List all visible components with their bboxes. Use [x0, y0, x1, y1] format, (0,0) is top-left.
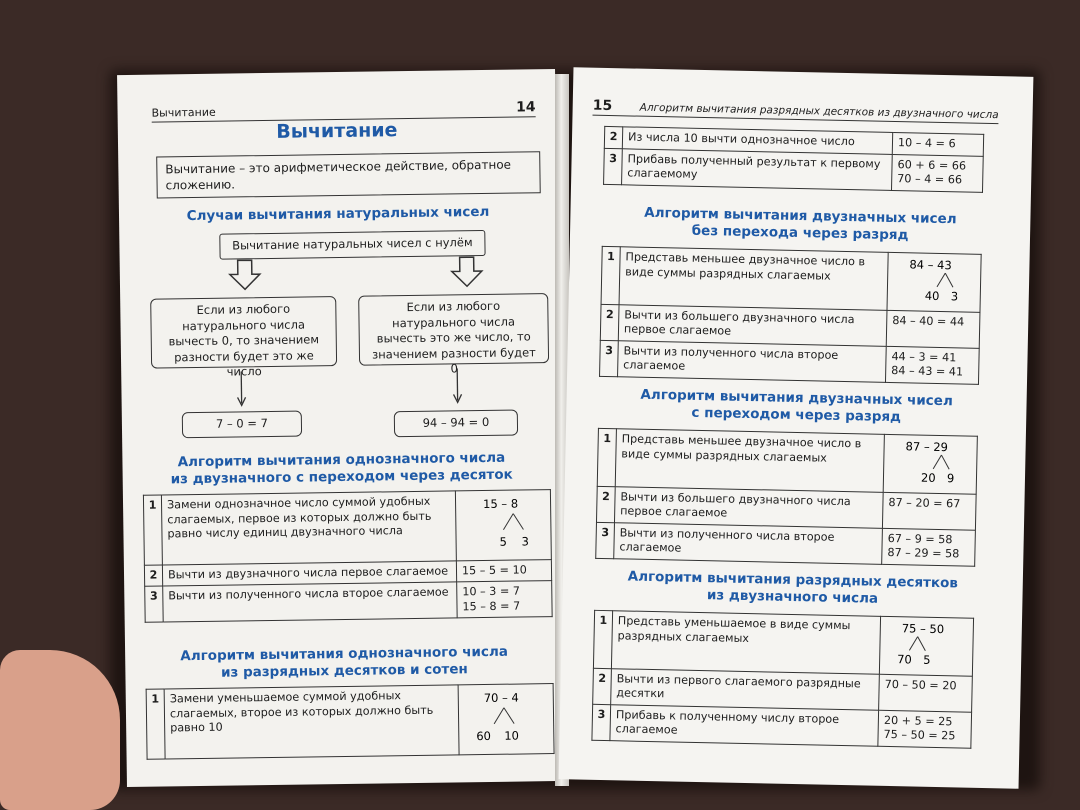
step-number: 3: [592, 704, 611, 740]
step-number: 1: [601, 246, 620, 304]
decomp-part: 70: [897, 652, 912, 667]
step-text: Вычти из двузначного числа первое слагаемое: [162, 560, 456, 586]
step-expression: 44 – 3 = 41 84 – 43 = 41: [885, 346, 979, 384]
table-row: [145, 581, 552, 623]
alg3-table: [599, 246, 982, 385]
decomp-part: 60: [476, 728, 492, 744]
decomposition-diagram: [889, 438, 972, 486]
step-text: Из числа 10 вычти однозначное число: [622, 127, 892, 154]
step-number: 2: [600, 304, 619, 340]
table-row: [146, 684, 554, 759]
decomp-part: 10: [504, 728, 520, 743]
table-row: [600, 340, 980, 384]
step-number: 2: [596, 486, 615, 522]
step-number: 1: [593, 610, 612, 668]
table-row: [593, 610, 973, 675]
step-expression: 15 – 5 = 10: [456, 559, 551, 582]
right-page: [559, 67, 1034, 788]
definition-box: Вычитание – это арифметическое действие, обратное сложению.: [156, 151, 541, 199]
down-arrow-icon: [450, 256, 484, 288]
step-text: Представь уменьшаемое в виде суммы разрядных слагаемых: [611, 611, 880, 674]
step-expression: 67 – 9 = 58 87 – 29 = 58: [882, 528, 976, 566]
running-title: Вычитание: [151, 105, 216, 120]
example-zero: 7 – 0 = 7: [182, 411, 302, 438]
step-text: Представь меньшее двузначное число в виде суммы разрядных слагаемых: [615, 429, 884, 492]
page-title: Вычитание: [276, 119, 398, 143]
step-expression: 84 – 40 = 44: [886, 310, 980, 348]
step-number: 3: [604, 148, 623, 184]
step-expression: 10 – 3 = 7 15 – 8 = 7: [457, 581, 552, 618]
step-text: Вычти из полученного числа второе слагаемое: [163, 582, 457, 622]
step-text: Прибавь полученный результат к первому слагаемому: [622, 148, 893, 190]
step-number: 1: [143, 495, 162, 565]
hand-holding-book: [0, 650, 120, 810]
step-text: Представь меньшее двузначное число в виде суммы разрядных слагаемых: [619, 247, 888, 310]
step-number: 3: [145, 586, 164, 622]
alg4-table: [595, 428, 978, 567]
alg3-title: Алгоритм вычитания двузначных чисел без перехода через разряд: [644, 204, 957, 244]
down-arrow-icon: [228, 259, 262, 291]
step-expression: 70 – 50 = 20: [879, 674, 973, 712]
step-text: Вычти из большего двузначного числа первое слагаемое: [614, 486, 883, 528]
decomp-part: 20: [920, 470, 936, 485]
table-row: [596, 522, 976, 566]
decomposition: [458, 684, 554, 755]
alg2-table: [146, 683, 555, 759]
decomp-expr: 75 – 50: [901, 621, 945, 637]
decomp-part: 40: [924, 288, 940, 303]
step-number: 2: [144, 565, 162, 587]
step-text: Вычти из большего двузначного числа первое слагаемое: [618, 304, 887, 346]
table-row: [604, 148, 984, 192]
decomp-part: 5: [923, 652, 931, 667]
decomp-expr: 84 – 43: [909, 257, 952, 273]
decomp-expr: 70 – 4: [483, 690, 519, 706]
step-number: 1: [597, 428, 616, 486]
thin-arrow-icon: [235, 371, 248, 407]
decomp-part: 3: [950, 289, 959, 304]
decomp-part: 5: [499, 534, 508, 549]
alg2-title: Алгоритм вычитания однозначного числа из разрядных десятков и сотен: [180, 643, 509, 681]
decomposition: [879, 616, 973, 675]
table-row: [143, 490, 551, 565]
case-zero-box: Если из любого натурального числа вычесть 0, то значением разности будет это же число: [150, 296, 337, 369]
decomposition-diagram: [885, 620, 968, 668]
page-number: 14: [515, 99, 536, 116]
table-row: [592, 704, 972, 748]
step-text: Замени однозначное число суммой удобных слагаемых, первое из которых должно быть равно числу единиц двузначного числа: [161, 491, 456, 565]
decomp-part: 9: [946, 471, 955, 486]
step-number: 2: [593, 668, 612, 704]
step-number: 1: [146, 689, 165, 759]
alg1-title: Алгоритм вычитания однозначного числа из двузначного с переходом через десяток: [170, 449, 513, 488]
alg5-title: Алгоритм вычитания разрядных десятков из двузначного числа: [627, 568, 959, 607]
decomposition-diagram: [893, 256, 976, 304]
decomp-expr: 87 – 29: [905, 439, 949, 455]
step-text: Прибавь к полученному числу второе слагаемое: [610, 704, 879, 746]
cases-title: Случаи вычитания натуральных чисел: [186, 203, 490, 225]
decomposition: [883, 434, 977, 493]
continued-table: [603, 126, 984, 193]
step-text: Замени уменьшаемое суммой удобных слагаемых, второе из которых должно быть равно 10: [164, 685, 459, 759]
decomposition-diagram: [464, 687, 545, 746]
alg1-table: [143, 489, 553, 623]
step-number: 2: [604, 126, 622, 148]
case-same-number-box: Если из любого натурального числа вычесть это же число, то значением разности будет 0: [358, 293, 549, 366]
decomp-part: 3: [521, 534, 530, 549]
step-text: Вычти из полученного числа второе слагаемое: [617, 340, 886, 382]
step-expression: 87 – 20 = 67: [882, 492, 976, 530]
running-title: Алгоритм вычитания разрядных десятков из двузначного числа: [639, 101, 999, 122]
table-row: [601, 246, 981, 311]
decomp-expr: 15 – 8: [482, 496, 519, 512]
alg5-table: [591, 610, 974, 749]
step-expression: 20 + 5 = 25 75 – 50 = 25: [878, 710, 972, 748]
step-expression: 60 + 6 = 66 70 – 4 = 66: [892, 154, 984, 192]
step-expression: 10 – 4 = 6: [892, 132, 983, 155]
step-text: Вычти из первого слагаемого разрядные десятки: [611, 668, 880, 710]
step-text: Вычти из полученного числа второе слагаемое: [614, 522, 883, 564]
alg4-title: Алгоритм вычитания двузначных чисел с переходом через разряд: [640, 386, 953, 426]
running-header-right: [592, 94, 998, 124]
decomposition-diagram: [461, 493, 542, 552]
left-page: [117, 69, 565, 787]
step-number: 3: [600, 340, 619, 376]
example-same: 94 – 94 = 0: [394, 410, 518, 437]
page-number: 15: [592, 97, 613, 115]
thin-arrow-icon: [451, 368, 464, 404]
zero-subtraction-box: Вычитание натуральных чисел с нулём: [219, 230, 485, 259]
table-row: [597, 428, 977, 493]
step-number: 3: [596, 522, 615, 558]
decomposition: [455, 490, 551, 561]
decomposition: [887, 252, 981, 311]
